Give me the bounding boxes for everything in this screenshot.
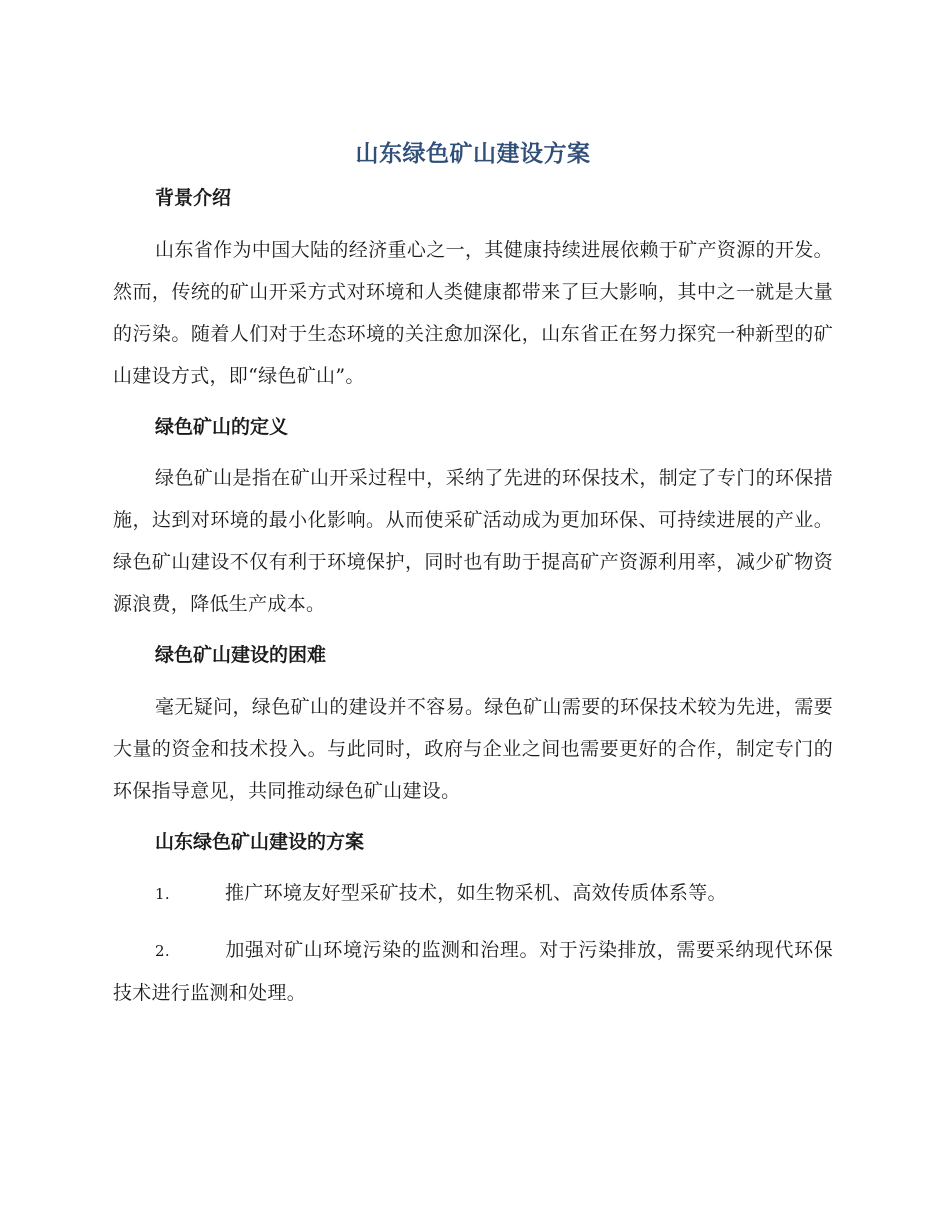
list-item-text: 推广环境友好型采矿技术，如生物采机、高效传质体系等。: [225, 882, 727, 905]
section-definition: [113, 413, 833, 626]
section-plan: [113, 828, 833, 1015]
section-paragraph: 山东省作为中国大陆的经济重心之一，其健康持续进展依赖于矿产资源的开发。然而，传统的矿山开采方式对环境和人类健康都带来了巨大影响，其中之一就是大量的污染。随着人们对于生态环境的关注愈加深化，山东省正在努力探究一种新型的矿山建设方式，即“绿色矿山”。: [113, 238, 833, 387]
list-item: [113, 872, 833, 915]
list-item-text: 加强对矿山环境污染的监测和治理。对于污染排放，需要采纳现代环保技术进行监测和处理。: [113, 939, 833, 1005]
section-paragraph: 毫无疑问，绿色矿山的建设并不容易。绿色矿山需要的环保技术较为先进，需要大量的资金和技术投入。与此同时，政府与企业之间也需要更好的合作，制定专门的环保指导意见，共同推动绿色矿山建设。: [113, 695, 833, 802]
section-paragraph: 绿色矿山是指在矿山开采过程中，采纳了先进的环保技术，制定了专门的环保措施，达到对环境的最小化影响。从而使采矿活动成为更加环保、可持续进展的产业。绿色矿山建设不仅有利于环境保护，同时也有助于提高矿产资源利用率，减少矿物资源浪费，降低生产成本。: [113, 467, 833, 616]
section-heading: 背景介绍: [155, 187, 232, 210]
section-difficulties: [113, 641, 833, 812]
page-title: 山东绿色矿山建设方案: [355, 141, 591, 167]
section-heading: 山东绿色矿山建设的方案: [155, 830, 365, 853]
section-background: [113, 184, 833, 397]
list-item: [113, 929, 833, 1014]
document-page: [113, 138, 833, 1028]
list-item-number: 2.: [155, 942, 170, 961]
section-heading: 绿色矿山建设的困难: [155, 644, 327, 667]
list-item-number: 1.: [155, 885, 170, 904]
section-heading: 绿色矿山的定义: [155, 415, 289, 438]
